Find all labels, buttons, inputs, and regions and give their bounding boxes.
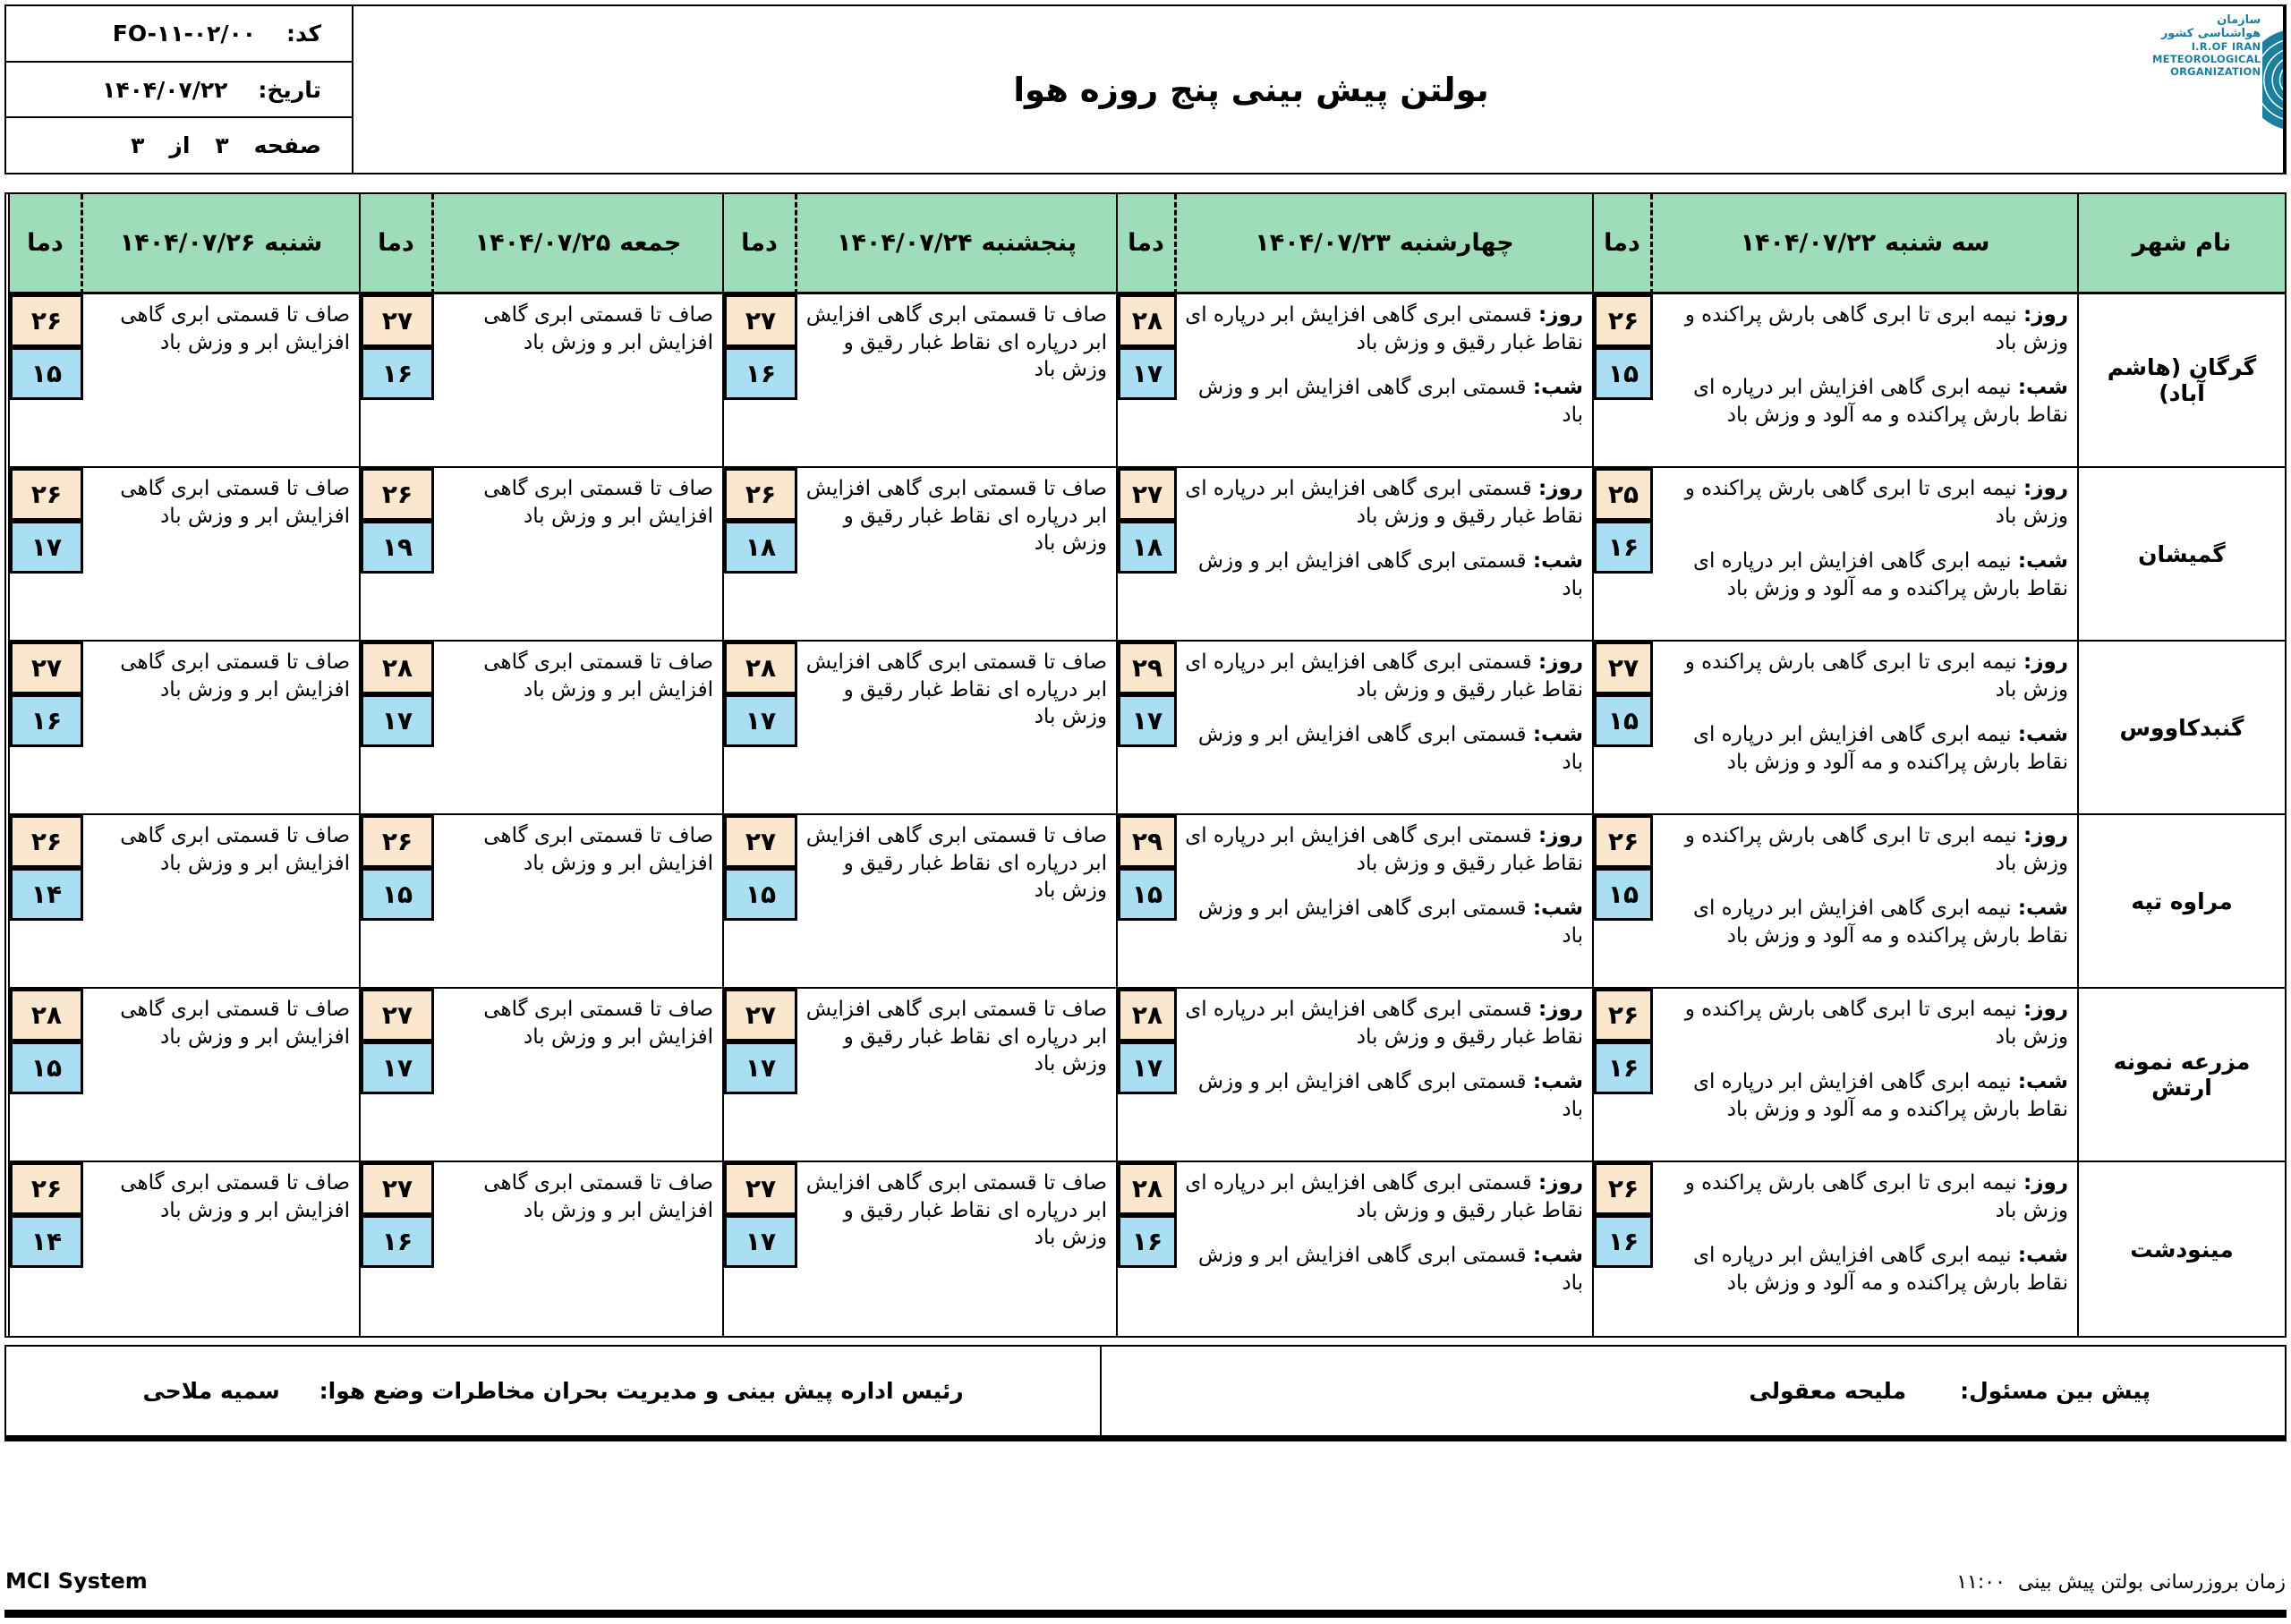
temp-cell <box>8 294 83 468</box>
date-label: تاریخ: <box>258 76 321 103</box>
temp-cell <box>1116 642 1177 815</box>
meta-page-row <box>6 118 352 173</box>
forecast-paragraph <box>441 302 713 356</box>
forecast-text: صاف تا قسمتی ابری گاهی افزایش ابر درپاره ای نقاط غبار رقیق و وزش باد <box>805 1171 1107 1250</box>
forecast-text: صاف تا قسمتی ابری گاهی افزایش ابر و وزش باد <box>483 1171 713 1222</box>
max-temp: ۲۶ <box>361 468 434 521</box>
col-header-temp-3: دما <box>359 194 434 294</box>
period-label: شب: <box>1532 1244 1583 1268</box>
period-label: روز: <box>2023 477 2068 500</box>
forecast-paragraph <box>1184 822 1583 877</box>
min-temp: ۱۶ <box>361 347 434 400</box>
forecast-paragraph <box>1660 1169 2068 1224</box>
temp-cell <box>1592 989 1653 1162</box>
forecast-paragraph <box>1184 895 1583 949</box>
org-logo-text <box>2152 12 2261 167</box>
forecast-paragraph <box>805 302 1107 384</box>
temp-cell <box>1592 1162 1653 1336</box>
temp-cell <box>1592 815 1653 989</box>
min-temp: ۱۷ <box>1118 347 1177 400</box>
header-band <box>4 4 2287 174</box>
forecast-text: صاف تا قسمتی ابری گاهی افزایش ابر و وزش باد <box>120 824 350 875</box>
forecast-cell <box>797 815 1116 989</box>
forecast-text: صاف تا قسمتی ابری گاهی افزایش ابر و وزش باد <box>120 303 350 354</box>
max-temp: ۲۵ <box>1594 468 1653 521</box>
max-temp: ۲۷ <box>724 815 797 868</box>
forecast-cell <box>1653 1162 2077 1336</box>
max-temp: ۲۶ <box>1594 815 1653 868</box>
max-temp: ۲۷ <box>724 989 797 1042</box>
forecast-text: صاف تا قسمتی ابری گاهی افزایش ابر و وزش باد <box>483 477 713 528</box>
max-temp: ۲۷ <box>724 294 797 347</box>
temp-cell <box>1116 989 1177 1162</box>
update-time-label: زمان بروزرسانی بولتن پیش بینی <box>2017 1571 2286 1594</box>
min-temp: ۱۶ <box>1118 1215 1177 1268</box>
min-temp: ۱۸ <box>1118 521 1177 574</box>
min-temp: ۱۵ <box>1594 868 1653 921</box>
col-header-city: نام شهر <box>2077 194 2285 294</box>
org-name-en-2: METEOROLOGICAL <box>2152 53 2261 65</box>
period-label: روز: <box>1538 1171 1583 1195</box>
temp-cell <box>359 468 434 642</box>
forecast-text: صاف تا قسمتی ابری گاهی افزایش ابر درپاره ای نقاط غبار رقیق و وزش باد <box>805 650 1107 729</box>
temp-cell <box>722 815 797 989</box>
period-label: شب: <box>2017 1070 2068 1094</box>
max-temp: ۲۷ <box>361 989 434 1042</box>
forecast-text: قسمتی ابری گاهی افزایش ابر و وزش باد <box>1197 549 1583 600</box>
forecast-cell <box>797 468 1116 642</box>
page-of-label: از <box>169 132 191 159</box>
forecast-text: صاف تا قسمتی ابری گاهی افزایش ابر درپاره ای نقاط غبار رقیق و وزش باد <box>805 824 1107 903</box>
temp-cell <box>359 815 434 989</box>
forecast-cell <box>1177 1162 1592 1336</box>
forecast-text: قسمتی ابری گاهی افزایش ابر درپاره ای نقاط غبار رقیق و وزش باد <box>1185 824 1583 875</box>
meta-box <box>6 6 353 173</box>
max-temp: ۲۷ <box>10 642 83 694</box>
forecast-paragraph <box>1660 649 2068 703</box>
day-name: پنجشنبه <box>981 229 1077 257</box>
forecast-paragraph <box>1184 374 1583 429</box>
temp-cell <box>1592 468 1653 642</box>
forecast-cell <box>1177 642 1592 815</box>
forecast-text: صاف تا قسمتی ابری گاهی افزایش ابر درپاره ای نقاط غبار رقیق و وزش باد <box>805 477 1107 556</box>
min-temp: ۱۶ <box>1594 1215 1653 1268</box>
max-temp: ۲۶ <box>10 468 83 521</box>
temp-cell <box>722 642 797 815</box>
forecast-paragraph <box>805 475 1107 557</box>
max-temp: ۲۶ <box>361 815 434 868</box>
forecast-text: نیمه ابری تا ابری گاهی بارش پراکنده و وزش باد <box>1684 998 2068 1049</box>
day-date: ۱۴۰۴/۰۷/۲۶ <box>119 229 256 257</box>
org-name-fa: سازمان هواشناسی کشور <box>2160 13 2261 40</box>
forecaster-cell <box>1100 1347 2285 1435</box>
min-temp: ۱۵ <box>10 347 83 400</box>
head-of-office-cell <box>6 1347 1100 1435</box>
spiral-logo-icon <box>2262 12 2285 167</box>
forecast-cell <box>83 294 359 468</box>
max-temp: ۲۶ <box>1594 1162 1653 1215</box>
forecast-table <box>4 192 2287 1338</box>
city-name: گمیشان <box>2077 468 2285 642</box>
forecast-paragraph <box>1660 374 2068 429</box>
forecast-text: قسمتی ابری گاهی افزایش ابر و وزش باد <box>1197 897 1583 948</box>
forecaster-label: پیش بین مسئول: <box>1960 1378 2150 1404</box>
min-temp: ۱۷ <box>1118 1042 1177 1094</box>
forecast-paragraph <box>1184 1242 1583 1297</box>
forecast-text: قسمتی ابری گاهی افزایش ابر درپاره ای نقاط غبار رقیق و وزش باد <box>1185 650 1583 701</box>
forecast-text: قسمتی ابری گاهی افزایش ابر و وزش باد <box>1197 1070 1583 1121</box>
page-title: بولتن پیش بینی پنج روزه هوا <box>1013 70 1489 109</box>
head-of-office-label: رئیس اداره پیش بینی و مدیریت بحران مخاطرات وضع هوا: <box>319 1378 964 1404</box>
forecast-cell <box>83 468 359 642</box>
temp-cell <box>359 989 434 1162</box>
forecast-text: صاف تا قسمتی ابری گاهی افزایش ابر و وزش باد <box>120 998 350 1049</box>
forecast-cell <box>797 989 1116 1162</box>
forecast-paragraph <box>441 996 713 1050</box>
period-label: روز: <box>2023 998 2068 1021</box>
period-label: روز: <box>1538 998 1583 1021</box>
forecast-text: قسمتی ابری گاهی افزایش ابر درپاره ای نقاط غبار رقیق و وزش باد <box>1185 477 1583 528</box>
min-temp: ۱۵ <box>10 1042 83 1094</box>
forecast-text: نیمه ابری گاهی افزایش ابر درپاره ای نقاط بارش پراکنده و مه آلود و وزش باد <box>1692 897 2068 948</box>
forecast-text: نیمه ابری تا ابری گاهی بارش پراکنده و وزش باد <box>1684 1171 2068 1222</box>
temp-cell <box>722 989 797 1162</box>
forecast-cell <box>797 1162 1116 1336</box>
period-label: شب: <box>1532 897 1583 921</box>
period-label: روز: <box>1538 824 1583 847</box>
forecast-cell <box>1177 815 1592 989</box>
forecast-paragraph <box>805 649 1107 731</box>
forecast-paragraph <box>805 996 1107 1078</box>
bulletin-update-time <box>1956 1571 2286 1594</box>
temp-cell <box>1592 294 1653 468</box>
update-time-value: ۱۱:۰۰ <box>1956 1571 2006 1594</box>
forecast-text: نیمه ابری تا ابری گاهی بارش پراکنده و وزش باد <box>1684 824 2068 875</box>
period-label: شب: <box>2017 376 2068 400</box>
forecast-text: قسمتی ابری گاهی افزایش ابر درپاره ای نقاط غبار رقیق و وزش باد <box>1185 303 1583 354</box>
min-temp: ۱۶ <box>361 1215 434 1268</box>
min-temp: ۱۷ <box>724 694 797 747</box>
col-header-temp-4: دما <box>8 194 83 294</box>
period-label: روز: <box>1538 650 1583 674</box>
forecast-cell <box>434 294 722 468</box>
period-label: روز: <box>2023 824 2068 847</box>
forecast-cell <box>1177 989 1592 1162</box>
forecast-cell <box>83 642 359 815</box>
forecast-paragraph <box>90 1169 350 1224</box>
max-temp: ۲۷ <box>1594 642 1653 694</box>
forecast-paragraph <box>1184 721 1583 776</box>
bottom-strip <box>5 1569 2286 1594</box>
forecast-text: قسمتی ابری گاهی افزایش ابر و وزش باد <box>1197 1244 1583 1295</box>
city-name: مزرعه نمونه ارتش <box>2077 989 2285 1162</box>
period-label: شب: <box>2017 549 2068 574</box>
city-name: مراوه تپه <box>2077 815 2285 989</box>
temp-cell <box>8 468 83 642</box>
max-temp: ۲۶ <box>10 815 83 868</box>
forecast-cell <box>1653 989 2077 1162</box>
forecast-text: صاف تا قسمتی ابری گاهی افزایش ابر و وزش باد <box>483 303 713 354</box>
org-name-en-3: ORGANIZATION <box>2170 65 2261 78</box>
min-temp: ۱۵ <box>724 868 797 921</box>
max-temp: ۲۹ <box>1118 815 1177 868</box>
forecast-paragraph <box>441 475 713 530</box>
min-temp: ۱۹ <box>361 521 434 574</box>
period-label: شب: <box>1532 723 1583 747</box>
temp-cell <box>359 294 434 468</box>
forecaster-name: ملیحه معقولی <box>1749 1378 1907 1404</box>
min-temp: ۱۷ <box>724 1215 797 1268</box>
forecast-paragraph <box>1660 1068 2068 1123</box>
temp-cell <box>8 989 83 1162</box>
period-label: شب: <box>2017 723 2068 747</box>
max-temp: ۲۸ <box>1118 294 1177 347</box>
max-temp: ۲۹ <box>1118 642 1177 694</box>
forecast-paragraph <box>1184 1068 1583 1123</box>
day-date: ۱۴۰۴/۰۷/۲۵ <box>474 229 611 257</box>
period-label: شب: <box>1532 1070 1583 1094</box>
min-temp: ۱۷ <box>361 694 434 747</box>
period-label: روز: <box>2023 1171 2068 1195</box>
temp-cell <box>722 468 797 642</box>
code-value: FO-۱۱-۰۲/۰۰ <box>112 20 257 47</box>
forecast-text: نیمه ابری گاهی افزایش ابر درپاره ای نقاط بارش پراکنده و مه آلود و وزش باد <box>1692 723 2068 774</box>
org-logo <box>2149 6 2285 173</box>
max-temp: ۲۷ <box>361 294 434 347</box>
day-date: ۱۴۰۴/۰۷/۲۳ <box>1255 229 1391 257</box>
title-box <box>353 6 2149 173</box>
col-header-day-1 <box>1177 194 1592 294</box>
forecast-cell <box>434 642 722 815</box>
temp-cell <box>1592 642 1653 815</box>
min-temp: ۱۷ <box>1118 694 1177 747</box>
forecast-cell <box>434 468 722 642</box>
max-temp: ۲۸ <box>1118 989 1177 1042</box>
org-name-en-1: I.R.OF IRAN <box>2191 40 2261 53</box>
min-temp: ۱۶ <box>1594 1042 1653 1094</box>
min-temp: ۱۶ <box>724 347 797 400</box>
min-temp: ۱۷ <box>361 1042 434 1094</box>
forecast-paragraph <box>441 822 713 877</box>
forecast-paragraph <box>1184 475 1583 530</box>
temp-cell <box>8 642 83 815</box>
forecast-text: نیمه ابری تا ابری گاهی بارش پراکنده و وزش باد <box>1684 303 2068 354</box>
forecast-text: نیمه ابری گاهی افزایش ابر درپاره ای نقاط بارش پراکنده و مه آلود و وزش باد <box>1692 549 2068 600</box>
forecast-cell <box>1653 294 2077 468</box>
temp-cell <box>359 1162 434 1336</box>
max-temp: ۲۶ <box>10 294 83 347</box>
forecast-cell <box>1653 642 2077 815</box>
forecast-paragraph <box>1660 721 2068 776</box>
forecast-paragraph <box>805 822 1107 905</box>
forecast-cell <box>434 989 722 1162</box>
forecast-text: صاف تا قسمتی ابری گاهی افزایش ابر و وزش باد <box>120 477 350 528</box>
head-of-office-name: سمیه ملاحی <box>142 1378 280 1404</box>
forecast-paragraph <box>441 1169 713 1224</box>
day-name: جمعه <box>619 229 682 257</box>
forecast-paragraph <box>90 302 350 356</box>
period-label: شب: <box>2017 897 2068 921</box>
date-value: ۱۴۰۴/۰۷/۲۲ <box>102 76 228 103</box>
forecast-paragraph <box>805 1169 1107 1252</box>
forecast-text: نیمه ابری تا ابری گاهی بارش پراکنده و وزش باد <box>1684 650 2068 701</box>
col-header-day-2 <box>797 194 1116 294</box>
meta-date-row <box>6 63 352 119</box>
col-header-temp-0: دما <box>1592 194 1653 294</box>
temp-cell <box>1116 815 1177 989</box>
day-name: شنبه <box>264 229 323 257</box>
min-temp: ۱۷ <box>724 1042 797 1094</box>
forecast-paragraph <box>1660 895 2068 949</box>
forecast-cell <box>1177 468 1592 642</box>
forecast-text: صاف تا قسمتی ابری گاهی افزایش ابر و وزش باد <box>120 650 350 701</box>
forecast-paragraph <box>1660 822 2068 877</box>
forecast-text: نیمه ابری گاهی افزایش ابر درپاره ای نقاط بارش پراکنده و مه آلود و وزش باد <box>1692 1070 2068 1121</box>
signature-box <box>4 1345 2287 1441</box>
min-temp: ۱۷ <box>10 521 83 574</box>
forecast-text: صاف تا قسمتی ابری گاهی افزایش ابر درپاره ای نقاط غبار رقیق و وزش باد <box>805 998 1107 1076</box>
col-header-day-4 <box>83 194 359 294</box>
forecast-paragraph <box>1660 1242 2068 1297</box>
col-header-temp-1: دما <box>1116 194 1177 294</box>
col-header-temp-2: دما <box>722 194 797 294</box>
day-name: سه شنبه <box>1885 229 1990 257</box>
temp-cell <box>1116 468 1177 642</box>
page-indicator <box>131 132 321 158</box>
max-temp: ۲۸ <box>361 642 434 694</box>
forecast-text: قسمتی ابری گاهی افزایش ابر و وزش باد <box>1197 376 1583 427</box>
col-header-day-0 <box>1653 194 2077 294</box>
min-temp: ۱۵ <box>1118 868 1177 921</box>
forecast-paragraph <box>1660 475 2068 530</box>
temp-cell <box>722 294 797 468</box>
page-number: ۳ <box>215 132 229 159</box>
min-temp: ۱۵ <box>361 868 434 921</box>
forecast-text: نیمه ابری گاهی افزایش ابر درپاره ای نقاط بارش پراکنده و مه آلود و وزش باد <box>1692 376 2068 427</box>
max-temp: ۲۷ <box>724 1162 797 1215</box>
period-label: روز: <box>2023 303 2068 327</box>
period-label: روز: <box>1538 477 1583 500</box>
page-label: صفحه <box>253 132 321 159</box>
max-temp: ۲۶ <box>1594 989 1653 1042</box>
forecast-text: صاف تا قسمتی ابری گاهی افزایش ابر و وزش باد <box>120 1171 350 1222</box>
period-label: روز: <box>1538 303 1583 327</box>
forecast-cell <box>1653 468 2077 642</box>
temp-cell <box>8 815 83 989</box>
max-temp: ۲۶ <box>724 468 797 521</box>
forecast-paragraph <box>90 996 350 1050</box>
city-name: مینودشت <box>2077 1162 2285 1336</box>
min-temp: ۱۴ <box>10 868 83 921</box>
forecast-paragraph <box>90 475 350 530</box>
temp-cell <box>722 1162 797 1336</box>
min-temp: ۱۸ <box>724 521 797 574</box>
forecast-paragraph <box>1184 548 1583 602</box>
forecast-paragraph <box>1660 548 2068 602</box>
day-date: ۱۴۰۴/۰۷/۲۲ <box>1740 229 1877 257</box>
forecast-cell <box>1653 815 2077 989</box>
forecast-text: صاف تا قسمتی ابری گاهی افزایش ابر و وزش باد <box>483 824 713 875</box>
period-label: شب: <box>1532 549 1583 574</box>
forecast-text: صاف تا قسمتی ابری گاهی افزایش ابر و وزش باد <box>483 650 713 701</box>
min-temp: ۱۶ <box>1594 521 1653 574</box>
temp-cell <box>1116 294 1177 468</box>
forecast-cell <box>434 1162 722 1336</box>
max-temp: ۲۶ <box>1594 294 1653 347</box>
forecast-paragraph <box>1660 302 2068 356</box>
max-temp: ۲۸ <box>10 989 83 1042</box>
min-temp: ۱۴ <box>10 1215 83 1268</box>
forecast-text: قسمتی ابری گاهی افزایش ابر و وزش باد <box>1197 723 1583 774</box>
forecast-text: قسمتی ابری گاهی افزایش ابر درپاره ای نقاط غبار رقیق و وزش باد <box>1185 1171 1583 1222</box>
min-temp: ۱۶ <box>10 694 83 747</box>
period-label: شب: <box>2017 1244 2068 1268</box>
max-temp: ۲۸ <box>724 642 797 694</box>
day-name: چهارشنبه <box>1399 229 1514 257</box>
forecast-paragraph <box>90 649 350 703</box>
period-label: روز: <box>2023 650 2068 674</box>
forecast-paragraph <box>90 822 350 877</box>
forecast-cell <box>83 1162 359 1336</box>
max-temp: ۲۶ <box>10 1162 83 1215</box>
forecast-paragraph <box>1660 996 2068 1050</box>
temp-cell <box>1116 1162 1177 1336</box>
forecast-text: نیمه ابری تا ابری گاهی بارش پراکنده و وزش باد <box>1684 477 2068 528</box>
min-temp: ۱۵ <box>1594 694 1653 747</box>
forecast-cell <box>83 989 359 1162</box>
system-name: MCI System <box>5 1569 148 1594</box>
forecast-cell <box>797 294 1116 468</box>
code-label: کد: <box>286 20 321 47</box>
temp-cell <box>8 1162 83 1336</box>
city-name: گنبدکاووس <box>2077 642 2285 815</box>
max-temp: ۲۸ <box>1118 1162 1177 1215</box>
forecast-paragraph <box>1184 302 1583 356</box>
bottom-rule <box>4 1610 2287 1618</box>
period-label: شب: <box>1532 376 1583 400</box>
forecast-cell <box>434 815 722 989</box>
forecast-paragraph <box>1184 649 1583 703</box>
forecast-cell <box>1177 294 1592 468</box>
meta-code-row <box>6 6 352 63</box>
page-total: ۳ <box>131 132 145 159</box>
forecast-text: صاف تا قسمتی ابری گاهی افزایش ابر و وزش باد <box>483 998 713 1049</box>
min-temp: ۱۵ <box>1594 347 1653 400</box>
forecast-cell <box>83 815 359 989</box>
max-temp: ۲۷ <box>1118 468 1177 521</box>
forecast-text: نیمه ابری گاهی افزایش ابر درپاره ای نقاط بارش پراکنده و مه آلود و وزش باد <box>1692 1244 2068 1295</box>
temp-cell <box>359 642 434 815</box>
forecast-text: صاف تا قسمتی ابری گاهی افزایش ابر درپاره ای نقاط غبار رقیق و وزش باد <box>805 303 1107 382</box>
forecast-paragraph <box>1184 1169 1583 1224</box>
forecast-cell <box>797 642 1116 815</box>
forecast-paragraph <box>1184 996 1583 1050</box>
city-name: گرگان (هاشم آباد) <box>2077 294 2285 468</box>
max-temp: ۲۷ <box>361 1162 434 1215</box>
forecast-text: قسمتی ابری گاهی افزایش ابر درپاره ای نقاط غبار رقیق و وزش باد <box>1185 998 1583 1049</box>
forecast-paragraph <box>441 649 713 703</box>
day-date: ۱۴۰۴/۰۷/۲۴ <box>836 229 973 257</box>
col-header-day-3 <box>434 194 722 294</box>
